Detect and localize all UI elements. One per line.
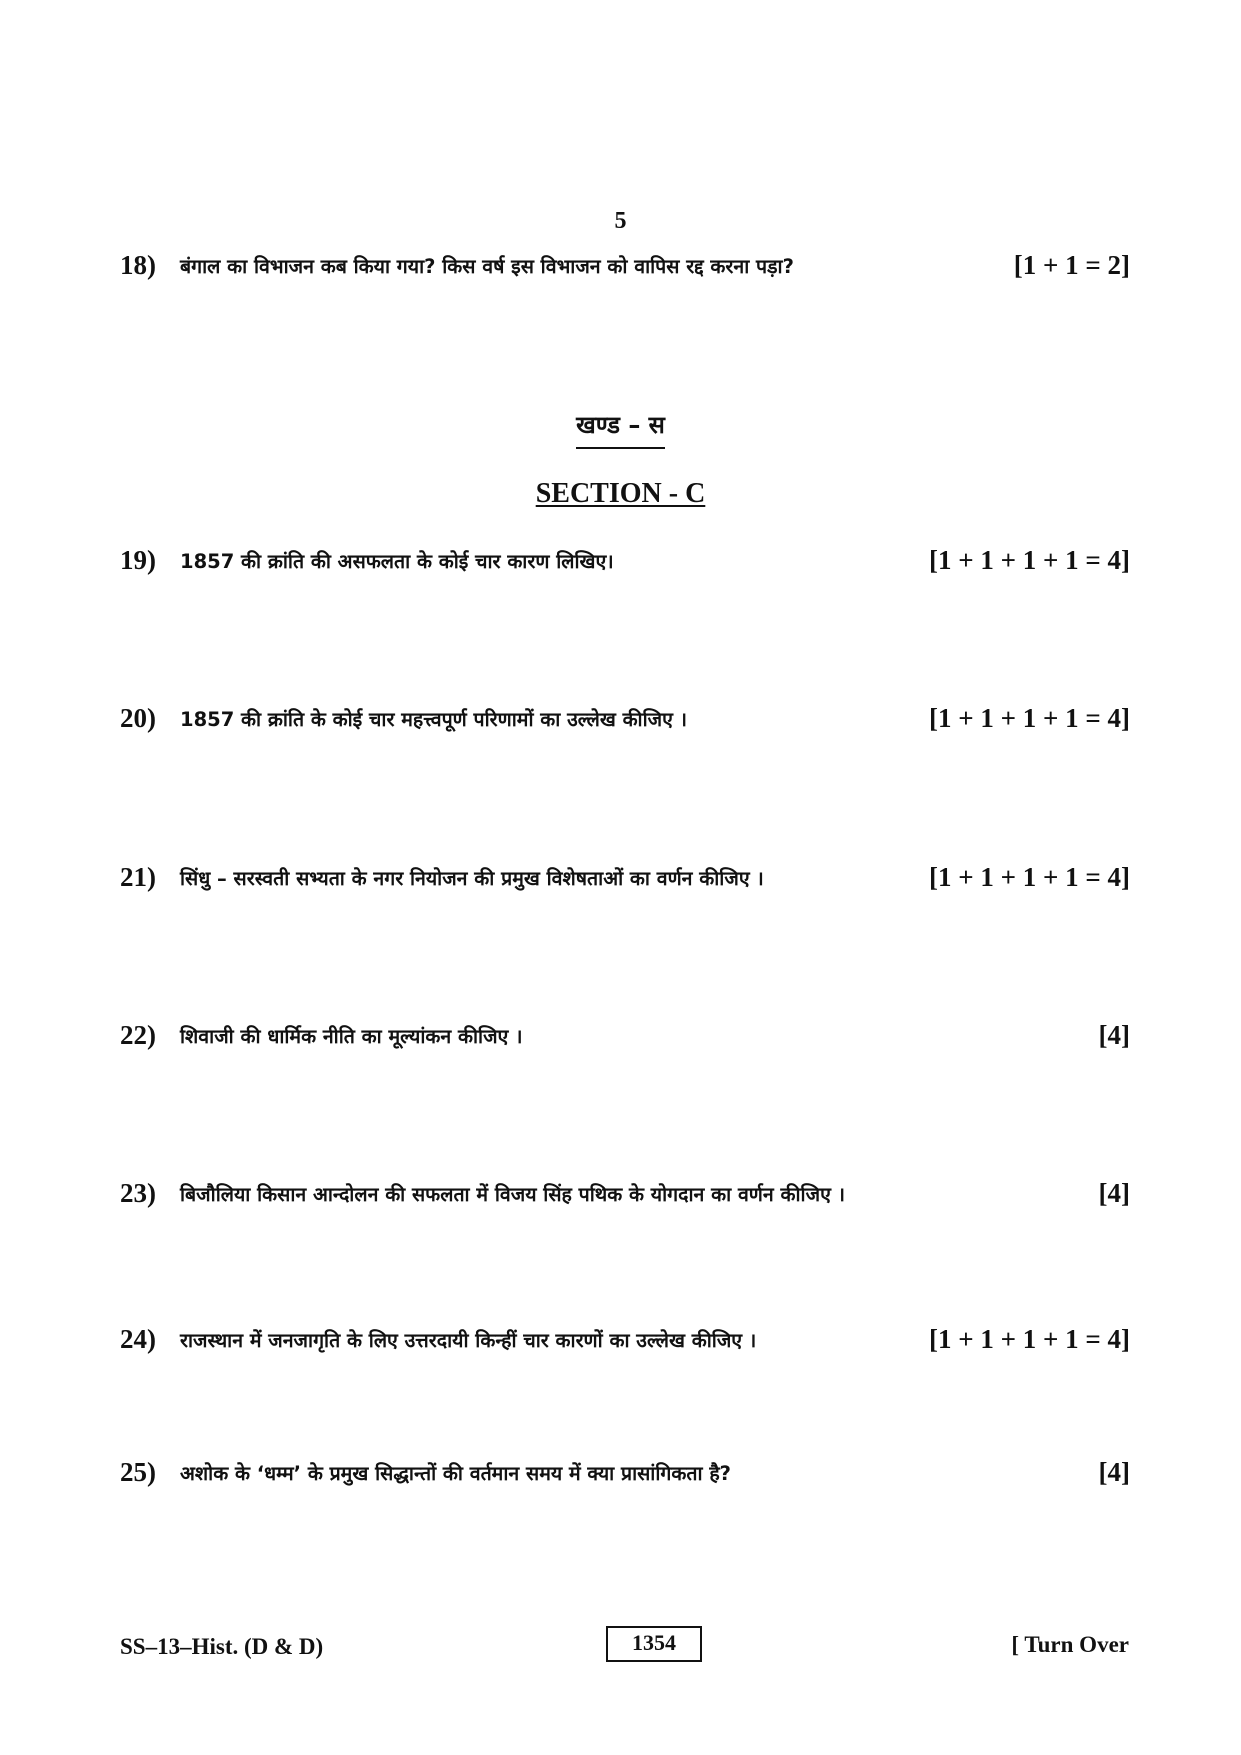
question-marks: [1 + 1 = 2]	[1013, 250, 1130, 280]
question-23	[120, 1178, 1130, 1218]
question-22	[120, 1020, 1130, 1060]
section-heading-english	[0, 478, 1241, 510]
question-text: अशोक के ‘धम्म’ के प्रमुख सिद्धान्तों की वर्तमान समय में क्या प्रासांगिकता है?	[180, 1462, 731, 1485]
question-text: राजस्थान में जनजागृति के लिए उत्तरदायी किन्हीं चार कारणों का उल्लेख कीजिए ।	[180, 1329, 757, 1352]
question-text: सिंधु – सरस्वती सभ्यता के नगर नियोजन की प्रमुख विशेषताओं का वर्णन कीजिए ।	[180, 867, 764, 890]
question-number: 18)	[120, 250, 156, 280]
question-marks: [4]	[1098, 1178, 1130, 1208]
section-heading-hindi	[0, 408, 1241, 449]
question-marks: [4]	[1098, 1457, 1130, 1487]
question-19	[120, 545, 1130, 585]
question-24	[120, 1324, 1130, 1364]
question-marks: [1 + 1 + 1 + 1 = 4]	[928, 1324, 1130, 1354]
question-18	[120, 250, 1130, 290]
question-number: 20)	[120, 703, 156, 733]
question-20	[120, 703, 1130, 743]
question-21	[120, 862, 1130, 902]
turn-over-label: [ Turn Over	[1011, 1632, 1129, 1657]
question-text: 1857 की क्रांति की असफलता के कोई चार कारण लिखिए।	[180, 550, 614, 573]
question-number: 25)	[120, 1457, 156, 1487]
question-number: 19)	[120, 545, 156, 575]
question-marks: [4]	[1098, 1020, 1130, 1050]
section-heading-hindi-text: खण्ड – स	[576, 408, 665, 449]
question-number: 22)	[120, 1020, 156, 1050]
page-number: 5	[614, 208, 627, 234]
question-number: 23)	[120, 1178, 156, 1208]
question-text: बंगाल का विभाजन कब किया गया? किस वर्ष इस विभाजन को वापिस रद्द करना पड़ा?	[180, 255, 794, 278]
question-number: 24)	[120, 1324, 156, 1354]
question-text: 1857 की क्रांति के कोई चार महत्त्वपूर्ण परिणामों का उल्लेख कीजिए ।	[180, 708, 688, 731]
question-number: 21)	[120, 862, 156, 892]
question-text: बिजौलिया किसान आन्दोलन की सफलता में विजय सिंह पथिक के योगदान का वर्णन कीजिए ।	[180, 1183, 846, 1206]
paper-code: SS–13–Hist. (D & D)	[120, 1634, 324, 1659]
question-marks: [1 + 1 + 1 + 1 = 4]	[928, 545, 1130, 575]
paper-number-box: 1354	[606, 1626, 702, 1662]
question-text: शिवाजी की धार्मिक नीति का मूल्यांकन कीजिए ।	[180, 1025, 523, 1048]
question-marks: [1 + 1 + 1 + 1 = 4]	[928, 862, 1130, 892]
question-marks: [1 + 1 + 1 + 1 = 4]	[928, 703, 1130, 733]
section-heading-english-text: SECTION - C	[535, 478, 706, 509]
question-25	[120, 1457, 1130, 1497]
